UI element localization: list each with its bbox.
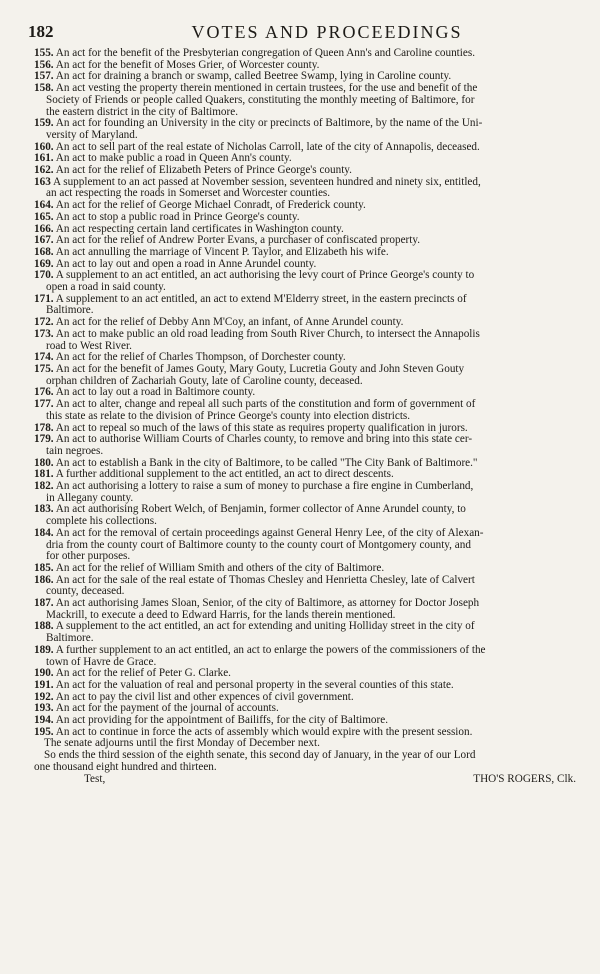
closing-line: one thousand eight hundred and thirteen. <box>34 760 217 773</box>
act-text-line: open a road in said county. <box>46 281 166 294</box>
act-entry <box>34 434 590 457</box>
act-text-line: this state as relate to the division of Prince George's county into election districts. <box>46 409 411 422</box>
act-number: 179. <box>34 433 54 446</box>
act-text-line: A supplement to an act entitled, an act to extend M'Elderry street, in the eastern precincts of <box>55 292 467 305</box>
act-number: 166. <box>34 222 54 235</box>
act-text-line: An act to alter, change and repeal all such parts of the constitution and form of government of <box>55 398 476 411</box>
act-text-line: An act for the relief of Debby Ann M'Coy, an infant, of Anne Arundel county. <box>55 316 404 329</box>
act-text-line: Mackrill, to execute a deed to Edward Harris, for the lands therein mentioned. <box>46 608 396 621</box>
act-text-line: An act to pay the civil list and other expences of civil government. <box>55 690 354 703</box>
act-text-line: An act for the sale of the real estate of Thomas Chesley and Henrietta Chesley, late of Calvert <box>55 573 475 586</box>
act-number: 170. <box>34 269 54 282</box>
act-text-line: An act for founding an University in the city or precincts of Baltimore, by the name of the Uni- <box>55 117 483 130</box>
act-text-line: An act for the relief of William Smith and others of the city of Baltimore. <box>55 561 385 574</box>
act-number: 176. <box>34 386 54 399</box>
act-text-line: complete his collections. <box>46 515 157 528</box>
act-entry <box>34 364 590 387</box>
act-number: 181. <box>34 468 54 481</box>
act-text-line: An act providing for the appointment of Bailiffs, for the city of Baltimore. <box>55 714 388 727</box>
act-text-line: An act for the relief of Andrew Porter Evans, a purchaser of confiscated property. <box>55 234 421 247</box>
act-number: 193. <box>34 702 54 715</box>
page-number: 182 <box>28 22 54 41</box>
attestation-row <box>34 774 590 788</box>
act-text-line: tain negroes. <box>46 444 104 457</box>
act-text-line: An act for the relief of Elizabeth Peters of Prince George's county. <box>55 164 352 177</box>
act-text-line: An act to make public an old road leading from South River Church, to intersect the Annapolis <box>55 327 480 340</box>
act-number: 163 <box>34 175 51 188</box>
act-number: 187. <box>34 597 54 610</box>
act-text-line: Baltimore. <box>46 304 94 317</box>
act-text-line: A supplement to an act entitled, an act authorising the levy court of Prince George's county to <box>55 269 475 282</box>
act-number: 194. <box>34 714 54 727</box>
act-entry <box>34 118 590 141</box>
closing-line: So ends the third session of the eighth senate, this second day of January, in the year of our Lord <box>44 749 476 762</box>
test-label: Test, <box>84 772 106 785</box>
act-text-line: An act respecting certain land certificates in Washington county. <box>55 222 344 235</box>
act-entry <box>34 294 590 317</box>
act-number: 195. <box>34 725 54 738</box>
act-text-line: A supplement to an act passed at November session, seventeen hundred and ninety six, entitled, <box>52 175 481 188</box>
act-entry <box>34 329 590 352</box>
act-text-line: An act to repeal so much of the laws of this state as requires property qualification in jurors. <box>55 421 468 434</box>
act-number: 180. <box>34 456 54 469</box>
act-text-line: An act to continue in force the acts of assembly which would expire with the present session. <box>55 725 473 738</box>
act-text-line: orphan children of Zachariah Gouty, late of Caroline county, deceased. <box>46 374 363 387</box>
act-number: 157. <box>34 70 54 83</box>
act-entry <box>34 575 590 598</box>
act-text-line: An act authorising a lottery to raise a sum of money to purchase a fire engine in Cumberland, <box>55 480 474 493</box>
act-text-line: An act to lay out and open a road in Anne Arundel county. <box>55 257 317 270</box>
running-head: VOTES AND PROCEEDINGS <box>191 22 463 42</box>
act-number: 188. <box>34 620 54 633</box>
act-text-line: An act to authorise William Courts of Charles county, to remove and bring into this state cer- <box>55 433 473 446</box>
act-text-line: An act for the valuation of real and personal property in the several counties of this state. <box>55 678 454 691</box>
act-number: 156. <box>34 58 54 71</box>
act-text-line: An act authorising Robert Welch, of Benjamin, former collector of Anne Arundel county, to <box>55 503 466 516</box>
act-number: 173. <box>34 327 54 340</box>
clerk-signature: THO'S ROGERS, Clk. <box>473 772 576 785</box>
act-text-line: An act to make public a road in Queen Ann's county. <box>55 152 292 165</box>
act-text-line: An act to establish a Bank in the city of Baltimore, to be called "The City Bank of Baltimore." <box>55 456 478 469</box>
act-number: 169. <box>34 257 54 270</box>
act-text-line: An act to lay out a road in Baltimore county. <box>55 386 256 399</box>
act-number: 192. <box>34 690 54 703</box>
act-number: 158. <box>34 82 54 95</box>
act-number: 155. <box>34 47 54 59</box>
act-number: 177. <box>34 398 54 411</box>
act-text-line: county, deceased. <box>46 585 125 598</box>
act-number: 184. <box>34 526 54 539</box>
act-number: 161. <box>34 152 54 165</box>
act-number: 185. <box>34 561 54 574</box>
act-number: 178. <box>34 421 54 434</box>
page-header <box>28 22 586 44</box>
act-text-line: An act for the relief of Peter G. Clarke. <box>55 667 231 680</box>
act-text-line: An act for the benefit of Moses Grier, of Worcester county. <box>55 58 320 71</box>
act-entry <box>34 645 590 668</box>
act-text-line: An act for the benefit of the Presbyterian congregation of Queen Ann's and Caroline counties. <box>55 47 476 59</box>
act-entry <box>34 481 590 504</box>
act-text-line: for other purposes. <box>46 550 131 563</box>
adjournment-line: The senate adjourns until the first Monday of December next. <box>44 737 320 750</box>
act-text-line: An act for the relief of Charles Thompson, of Dorchester county. <box>55 351 346 364</box>
act-text-line: in Allegany county. <box>46 491 134 504</box>
act-text-line: An act annulling the marriage of Vincent P. Taylor, and Elizabeth his wife. <box>55 245 389 258</box>
act-number: 174. <box>34 351 54 364</box>
act-number: 175. <box>34 362 54 375</box>
act-number: 168. <box>34 245 54 258</box>
act-text-line: Society of Friends or people called Quakers, constituting the monthly meeting of Baltimore, for <box>46 93 475 106</box>
act-text-line: the eastern district in the city of Baltimore. <box>46 105 238 118</box>
act-text-line: dria from the county court of Baltimore county to the county court of Montgomery county, and <box>46 538 471 551</box>
act-entry <box>34 83 590 118</box>
act-text-line: versity of Maryland. <box>46 128 138 141</box>
act-number: 164. <box>34 199 54 212</box>
act-text-line: An act for the benefit of James Gouty, Mary Gouty, Lucretia Gouty and John Steven Gouty <box>55 362 465 375</box>
act-number: 171. <box>34 292 54 305</box>
act-text-line: A supplement to the act entitled, an act for extending and uniting Holliday street in the city of <box>55 620 475 633</box>
act-text-line: town of Havre de Grace. <box>46 655 157 668</box>
act-entry <box>34 504 590 527</box>
act-number: 190. <box>34 667 54 680</box>
act-text-line: A further supplement to an act entitled, an act to enlarge the powers of the commissioners of the <box>55 643 486 656</box>
act-entry <box>34 270 590 293</box>
act-text-line: An act to stop a public road in Prince George's county. <box>55 210 300 223</box>
act-entry <box>34 528 590 563</box>
act-number: 172. <box>34 316 54 329</box>
act-text-line: An act for the removal of certain proceedings against General Henry Lee, of the city of Alexan- <box>55 526 484 539</box>
act-number: 167. <box>34 234 54 247</box>
act-number: 160. <box>34 140 54 153</box>
act-text-line: an act respecting the roads in Somerset and Worcester counties. <box>46 187 331 200</box>
act-number: 165. <box>34 210 54 223</box>
act-number: 182. <box>34 480 54 493</box>
act-number: 162. <box>34 164 54 177</box>
act-text-line: An act vesting the property therein mentioned in certain trustees, for the use and benefit of the <box>55 82 478 95</box>
act-number: 159. <box>34 117 54 130</box>
act-entry <box>34 177 590 200</box>
act-text-line: Baltimore. <box>46 632 94 645</box>
act-number: 191. <box>34 678 54 691</box>
act-number: 189. <box>34 643 54 656</box>
act-entry <box>34 598 590 621</box>
act-text-line: An act for the payment of the journal of accounts. <box>55 702 279 715</box>
act-text-line: An act authorising James Sloan, Senior, of the city of Baltimore, as attorney for Doctor Joseph <box>55 597 480 610</box>
act-text-line: An act for draining a branch or swamp, called Beetree Swamp, lying in Caroline county. <box>55 70 452 83</box>
act-text-line: An act to sell part of the real estate of Nicholas Carroll, late of the city of Annapolis, deceased. <box>55 140 480 153</box>
act-text-line: A further additional supplement to the act entitled, an act to direct descents. <box>55 468 394 481</box>
act-entry <box>34 399 590 422</box>
act-text-line: An act for the relief of George Michael Conradt, of Frederick county. <box>55 199 366 212</box>
acts-list <box>34 48 590 788</box>
act-entry <box>34 621 590 644</box>
act-number: 186. <box>34 573 54 586</box>
act-text-line: road to West River. <box>46 339 132 352</box>
act-number: 183. <box>34 503 54 516</box>
